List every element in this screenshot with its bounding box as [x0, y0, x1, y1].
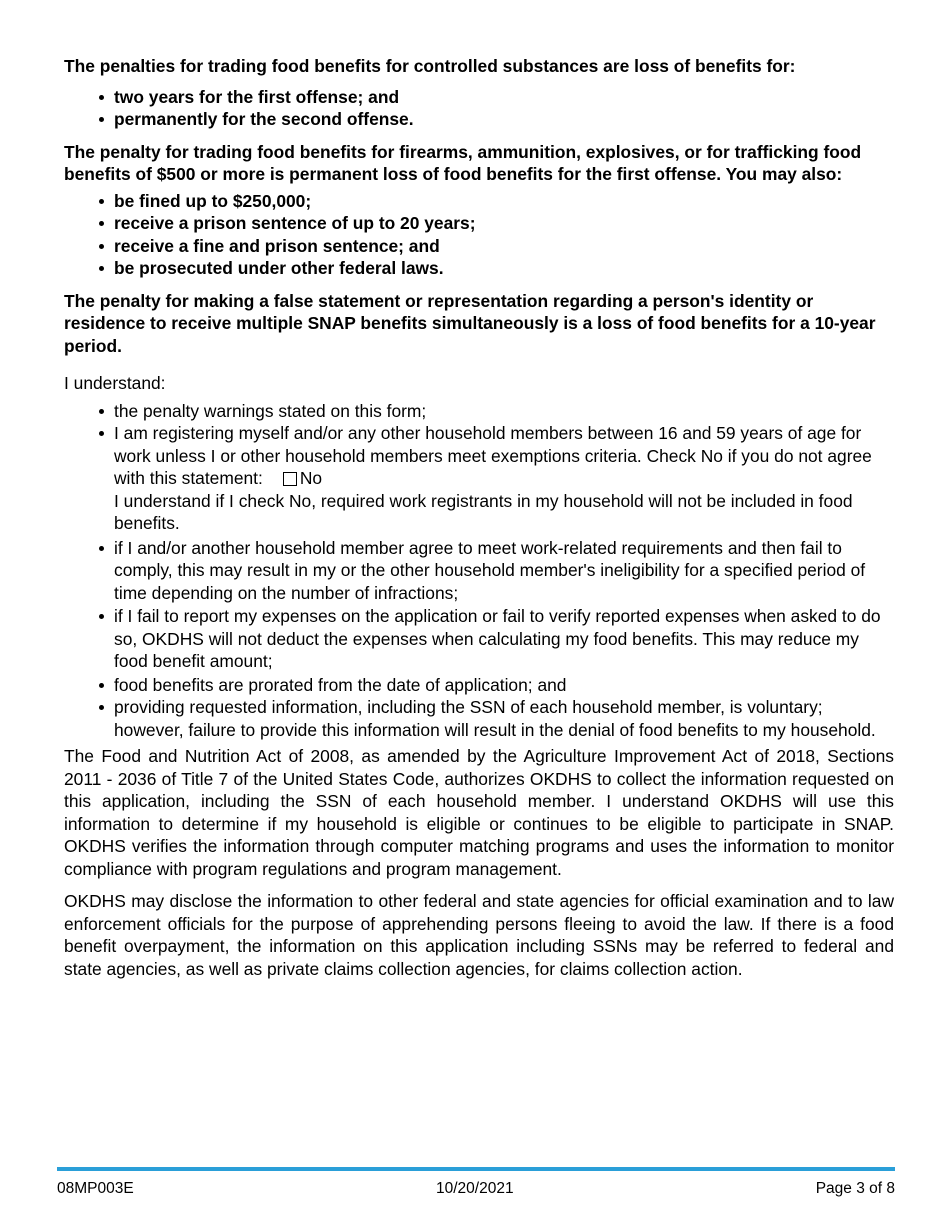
form-number: 08MP003E: [57, 1180, 134, 1197]
firearms-penalty-list: [64, 190, 894, 280]
list-item: receive a fine and prison sentence; and: [114, 235, 894, 258]
list-item: be fined up to $250,000;: [114, 190, 894, 213]
list-item: permanently for the second offense.: [114, 108, 894, 131]
list-item: receive a prison sentence of up to 20 years;: [114, 212, 894, 235]
no-checkbox-label: No: [299, 468, 323, 488]
list-item: if I fail to report my expenses on the application or fail to verify reported expenses when asked to do so, OKDHS will not deduct the expenses when calculating my food benefits. This may reduce my food benefit amount;: [114, 605, 894, 673]
list-item: be prosecuted under other federal laws.: [114, 257, 894, 280]
page-number: Page 3 of 8: [815, 1180, 895, 1197]
work-registration-item: [114, 422, 894, 535]
act-paragraph: The Food and Nutrition Act of 2008, as amended by the Agriculture Improvement Act of 2018, Sections 2011 - 2036 of Title 7 of the United States Code, authorizes OKDHS to collect the information requested on this application, including the SSN of each household member. I understand OKDHS will use this information to determine if my household is eligible or continues to be eligible to participate in SNAP. OKDHS verifies the information through computer matching programs and uses the information to monitor compliance with program regulations and program management.: [64, 746, 894, 879]
list-item: food benefits are prorated from the date of application; and: [114, 674, 894, 697]
controlled-substances-heading: The penalties for trading food benefits for controlled substances are loss of benefits for:: [64, 56, 796, 76]
footer-divider: [57, 1167, 895, 1171]
document-body: [64, 55, 894, 980]
disclosure-paragraph: OKDHS may disclose the information to other federal and state agencies for official examination and to law enforcement officials for the purpose of apprehending persons fleeing to avoid the law. If there is a food benefit overpayment, the information on this application including SSNs may be referred to federal and state agencies, as well as private claims collection agencies, for claims collection action.: [64, 891, 894, 979]
list-item: if I and/or another household member agree to meet work-related requirements and then fail to comply, this may result in my or the other household member's ineligibility for a specified period of time depending on the number of infractions;: [114, 537, 894, 605]
list-item: two years for the first offense; and: [114, 86, 894, 109]
understand-list: [64, 400, 894, 742]
understand-intro: I understand:: [64, 373, 166, 393]
form-date: 10/20/2021: [436, 1180, 514, 1197]
work-registration-note: I understand if I check No, required work registrants in my household will not be included in food benefits.: [114, 490, 853, 533]
false-statement-penalty: The penalty for making a false statement or representation regarding a person's identity or residence to receive multiple SNAP benefits simultaneously is a loss of food benefits for a 10-year period.: [64, 290, 876, 356]
no-checkbox[interactable]: [283, 472, 297, 486]
list-item: providing requested information, including the SSN of each household member, is voluntary; however, failure to provide this information will result in the denial of food benefits to my household.: [114, 696, 894, 741]
firearms-penalty-heading: The penalty for trading food benefits for firearms, ammunition, explosives, or for trafficking food benefits of $500 or more is permanent loss of food benefits for the first offense. You may also:: [64, 141, 862, 184]
work-registration-text: I am registering myself and/or any other household members between 16 and 59 years of age for work unless I or other household members meet exemptions criteria. Check No if you do not agree with this statement:: [114, 423, 872, 488]
controlled-substances-list: [64, 86, 894, 131]
list-item: the penalty warnings stated on this form;: [114, 400, 894, 423]
